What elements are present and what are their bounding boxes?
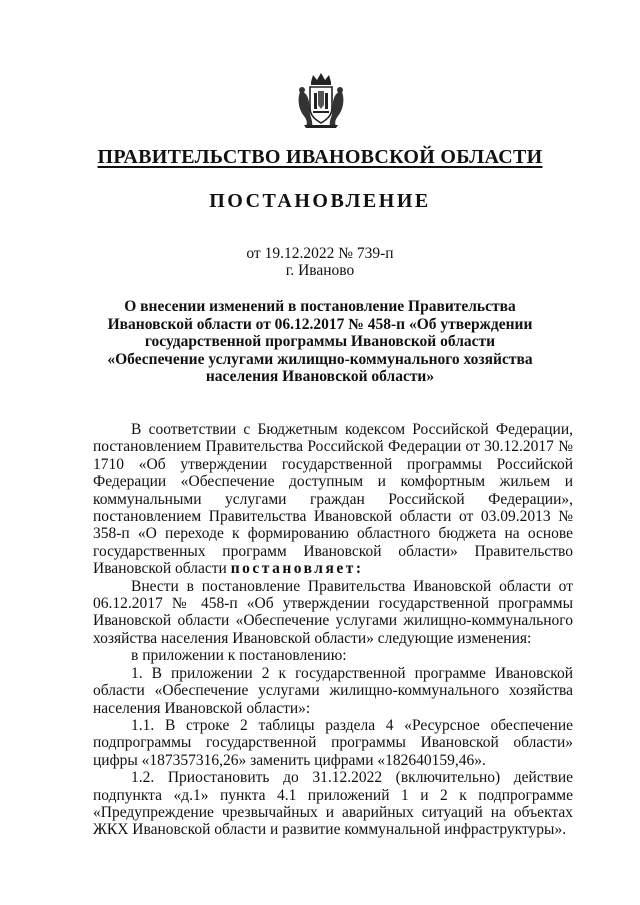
preamble-paragraph: [93, 421, 573, 578]
body-paragraph-1: Внести в постановление Правительства Ивановской области от 06.12.2017 № 458-п «Об утверждении государственной программы Ивановской области «Обеспечение услугами жилищно-коммунального хозяйства населения Ивановской области» следующие изменения:: [93, 577, 573, 647]
body-paragraph-3: 1. В приложении 2 к государственной программе Ивановской области «Обеспечение услугами жилищно-коммунального хозяйства населения Ивановской области»:: [93, 664, 573, 717]
document-type: ПОСТАНОВЛЕНИЕ: [209, 190, 431, 212]
decree-word: постановляет:: [230, 560, 364, 578]
document-city: г. Иваново: [285, 262, 355, 279]
body-paragraph-5: 1.2. Приостановить до 31.12.2022 (включительно) действие подпункта «д.1» пункта 4.1 приложений 1 и 2 к подпрограмме «Предупреждение чрезвычайных и аварийных ситуаций на объектах ЖКХ Ивановской области и развитие коммунальной инфраструктуры».: [93, 769, 573, 839]
body-paragraph-2: в приложении к постановлению:: [131, 647, 347, 665]
body-paragraph-4: 1.1. В строке 2 таблицы раздела 4 «Ресурсное обеспечение подпрограммы государственной программы Ивановской области» цифры «187357316,26» заменить цифрами «182640159,46».: [93, 716, 573, 769]
document-date-number: от 19.12.2022 № 739-п: [246, 245, 394, 262]
document-body: [93, 421, 573, 839]
ivanovo-coat-of-arms-icon: [296, 72, 346, 128]
preamble-text: В соответствии с Бюджетным кодексом Российской Федерации, постановлением Правительства Российской Федерации от 30.12.2017 № 1710 «Об утверждении государственной программы Российской Федерации «Обеспечение доступным и комфортным жильем и коммунальными услугами граждан Российской Федерации», постановлением Правительства Ивановской области от 03.09.2013 № 358-п «О переходе к формированию областного бюджета на основе государственных программ Ивановской области» Правительство Ивановской области: [93, 421, 573, 578]
document-heading: О внесении изменений в постановление Правительства Ивановской области от 06.12.2017 № 458-п «Об утверждении государственной программы Ивановской области «Обеспечение услугами жилищно-коммунального хозяйства населения Ивановской области»: [107, 298, 533, 385]
government-title: ПРАВИТЕЛЬСТВО ИВАНОВСКОЙ ОБЛАСТИ: [97, 146, 543, 168]
